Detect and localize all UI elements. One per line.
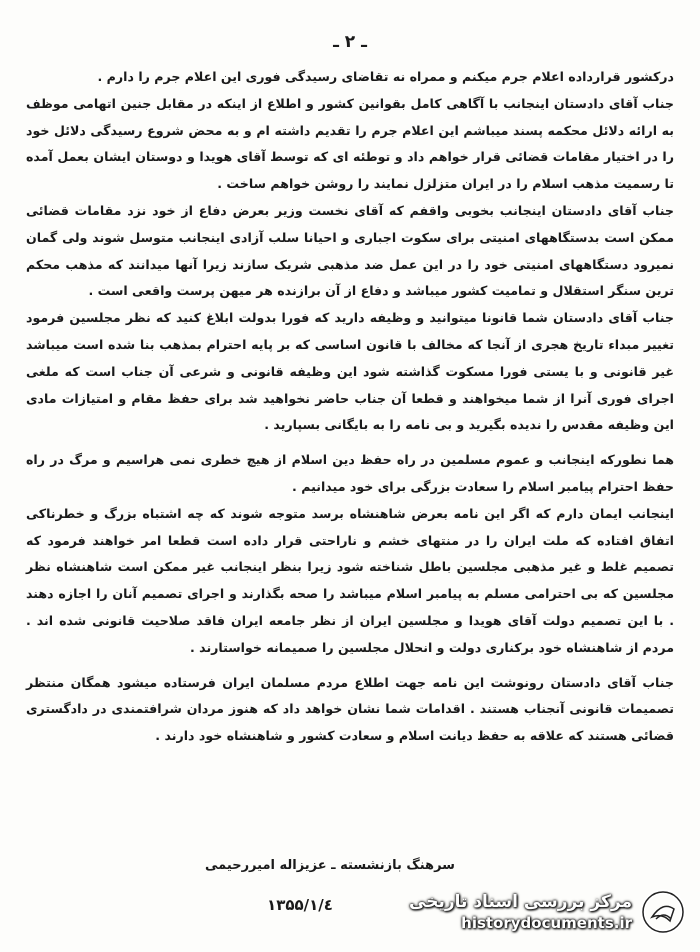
book-seal-icon — [640, 889, 686, 935]
document-date: ۱۳۵۵/۱/٤ — [267, 896, 333, 914]
watermark-url: historydocuments.ir — [461, 914, 632, 932]
watermark-text — [409, 891, 632, 933]
paragraph-7: جناب آقای دادستان رونوشت این نامه جهت اطلاع مردم مسلمان ایران فرستاده میشود همگان منتظر تصمیمات قانونی آنجناب هستند . اقدامات شما نشان خواهد داد که هنوز مردان شرافتمندی در دادگستری قضائی هستند که علاقه به حفظ دیانت اسلام و سعادت کشور و شاهنشاه خود دارند . — [26, 674, 674, 744]
watermark-title: مرکز بررسی اسناد تاریخی — [409, 892, 632, 912]
paragraph-4: جناب آقای دادستان شما قانونا میتوانید و وظیفه دارید که فورا بدولت ابلاغ کنید که نظر مجلسین فرمود تغییر مبداء تاریخ هجری از آنجا که مخالف با قانون اساسی که بر پایه احترام بمذهب بنا شده است میباشد غیر قانونی و با یستی فورا مسکوت گذاشته شود این وظیفه قانونی و شرعی آن جناب است که ملغی اجرای فوری آنرا از شما میخواهند و قطعا آن جناب حاضر نخواهید شد برای حفظ مقام و امتیازات مادی این وظیفه مقدس را ندیده بگیرید و بی نامه را به بایگانی بسپارید . — [26, 310, 674, 433]
page-number: ـ ٢ ـ — [333, 32, 367, 52]
signature: سرهنگ بازنشسته ـ عزیزاله امیررحیمی — [205, 858, 455, 873]
letter-body — [26, 64, 674, 750]
paragraph-6: اینجانب ایمان دارم که اگر این نامه بعرض شاهنشاه برسد متوجه شوند که چه اشتباه بزرگ و خطرناکی اتفاق افتاده که ملت ایران را در منتهای خشم و ناراحتی قرار داده است قطعا امر خواهند فرمود که تصمیم غلط و غیر مذهبی مجلسین باطل شناخته شود زیرا بنظر اینجانب غیر ممکن است شاهنشاه نظر مجلسین که بی احترامی مسلم به پیامبر اسلام میباشد را صحه بگذارند و اجرای تصمیم آنان را اجازه دهند . با این تصمیم دولت آقای هویدا و مجلسین ایران از نظر جامعه ایران فاقد صلاحیت قانونی شده اند . مردم از شاهنشاه خود برکناری دولت و انحلال مجلسین را صمیمانه خواستارند . — [26, 505, 674, 655]
paragraph-5: هما نطورکه اینجانب و عموم مسلمین در راه حفظ دین اسلام از هیچ خطری نمی هراسیم و مرگ در راه حفظ احترام پیامبر اسلام را سعادت بزرگی برای خود میدانیم . — [26, 452, 674, 494]
paragraph-1: درکشور قرارداده اعلام جرم میکنم و ممراه نه تقاضای رسیدگی فوری این اعلام جرم را دارم . — [97, 69, 674, 84]
paragraph-3: جناب آقای دادستان اینجانب بخوبی واقفم که آقای نخست وزیر بعرض دفاع از خود نزد مقامات قضائی ممکن است بدستگاههای امنیتی برای سکوت اجباری و احیانا سلب آزادی اینجانب متوسل شوند ولی گمان نمیرود دستگاههای امنیتی خود را در این عمل ضد مذهبی شریک سازند زیرا آنها میدانند که مذهب محکم ترین سنگر استقلال و تمامیت کشور میباشد و دفاع از آن برازنده هر میهن پرست واقعی است . — [26, 202, 674, 299]
paragraph-2: جناب آقای دادستان اینجانب با آگاهی کامل بقوانین کشور و اطلاع از اینکه در مقابل جنین اتهامی موظف به ارائه دلائل محکمه پسند میباشم این اعلام جرم را تقدیم داشته ام و به محض شروع رسیدگی دلائل خود را در اختیار مقامات قضائی قرار خواهم داد و توطئه ای که توسط آقای هویدا و دوستان ایشان بعمل آمده تا رسمیت مذهب اسلام را در ایران متزلزل نمایند را روشن خواهم ساخت . — [26, 95, 674, 192]
archive-watermark — [396, 884, 686, 940]
